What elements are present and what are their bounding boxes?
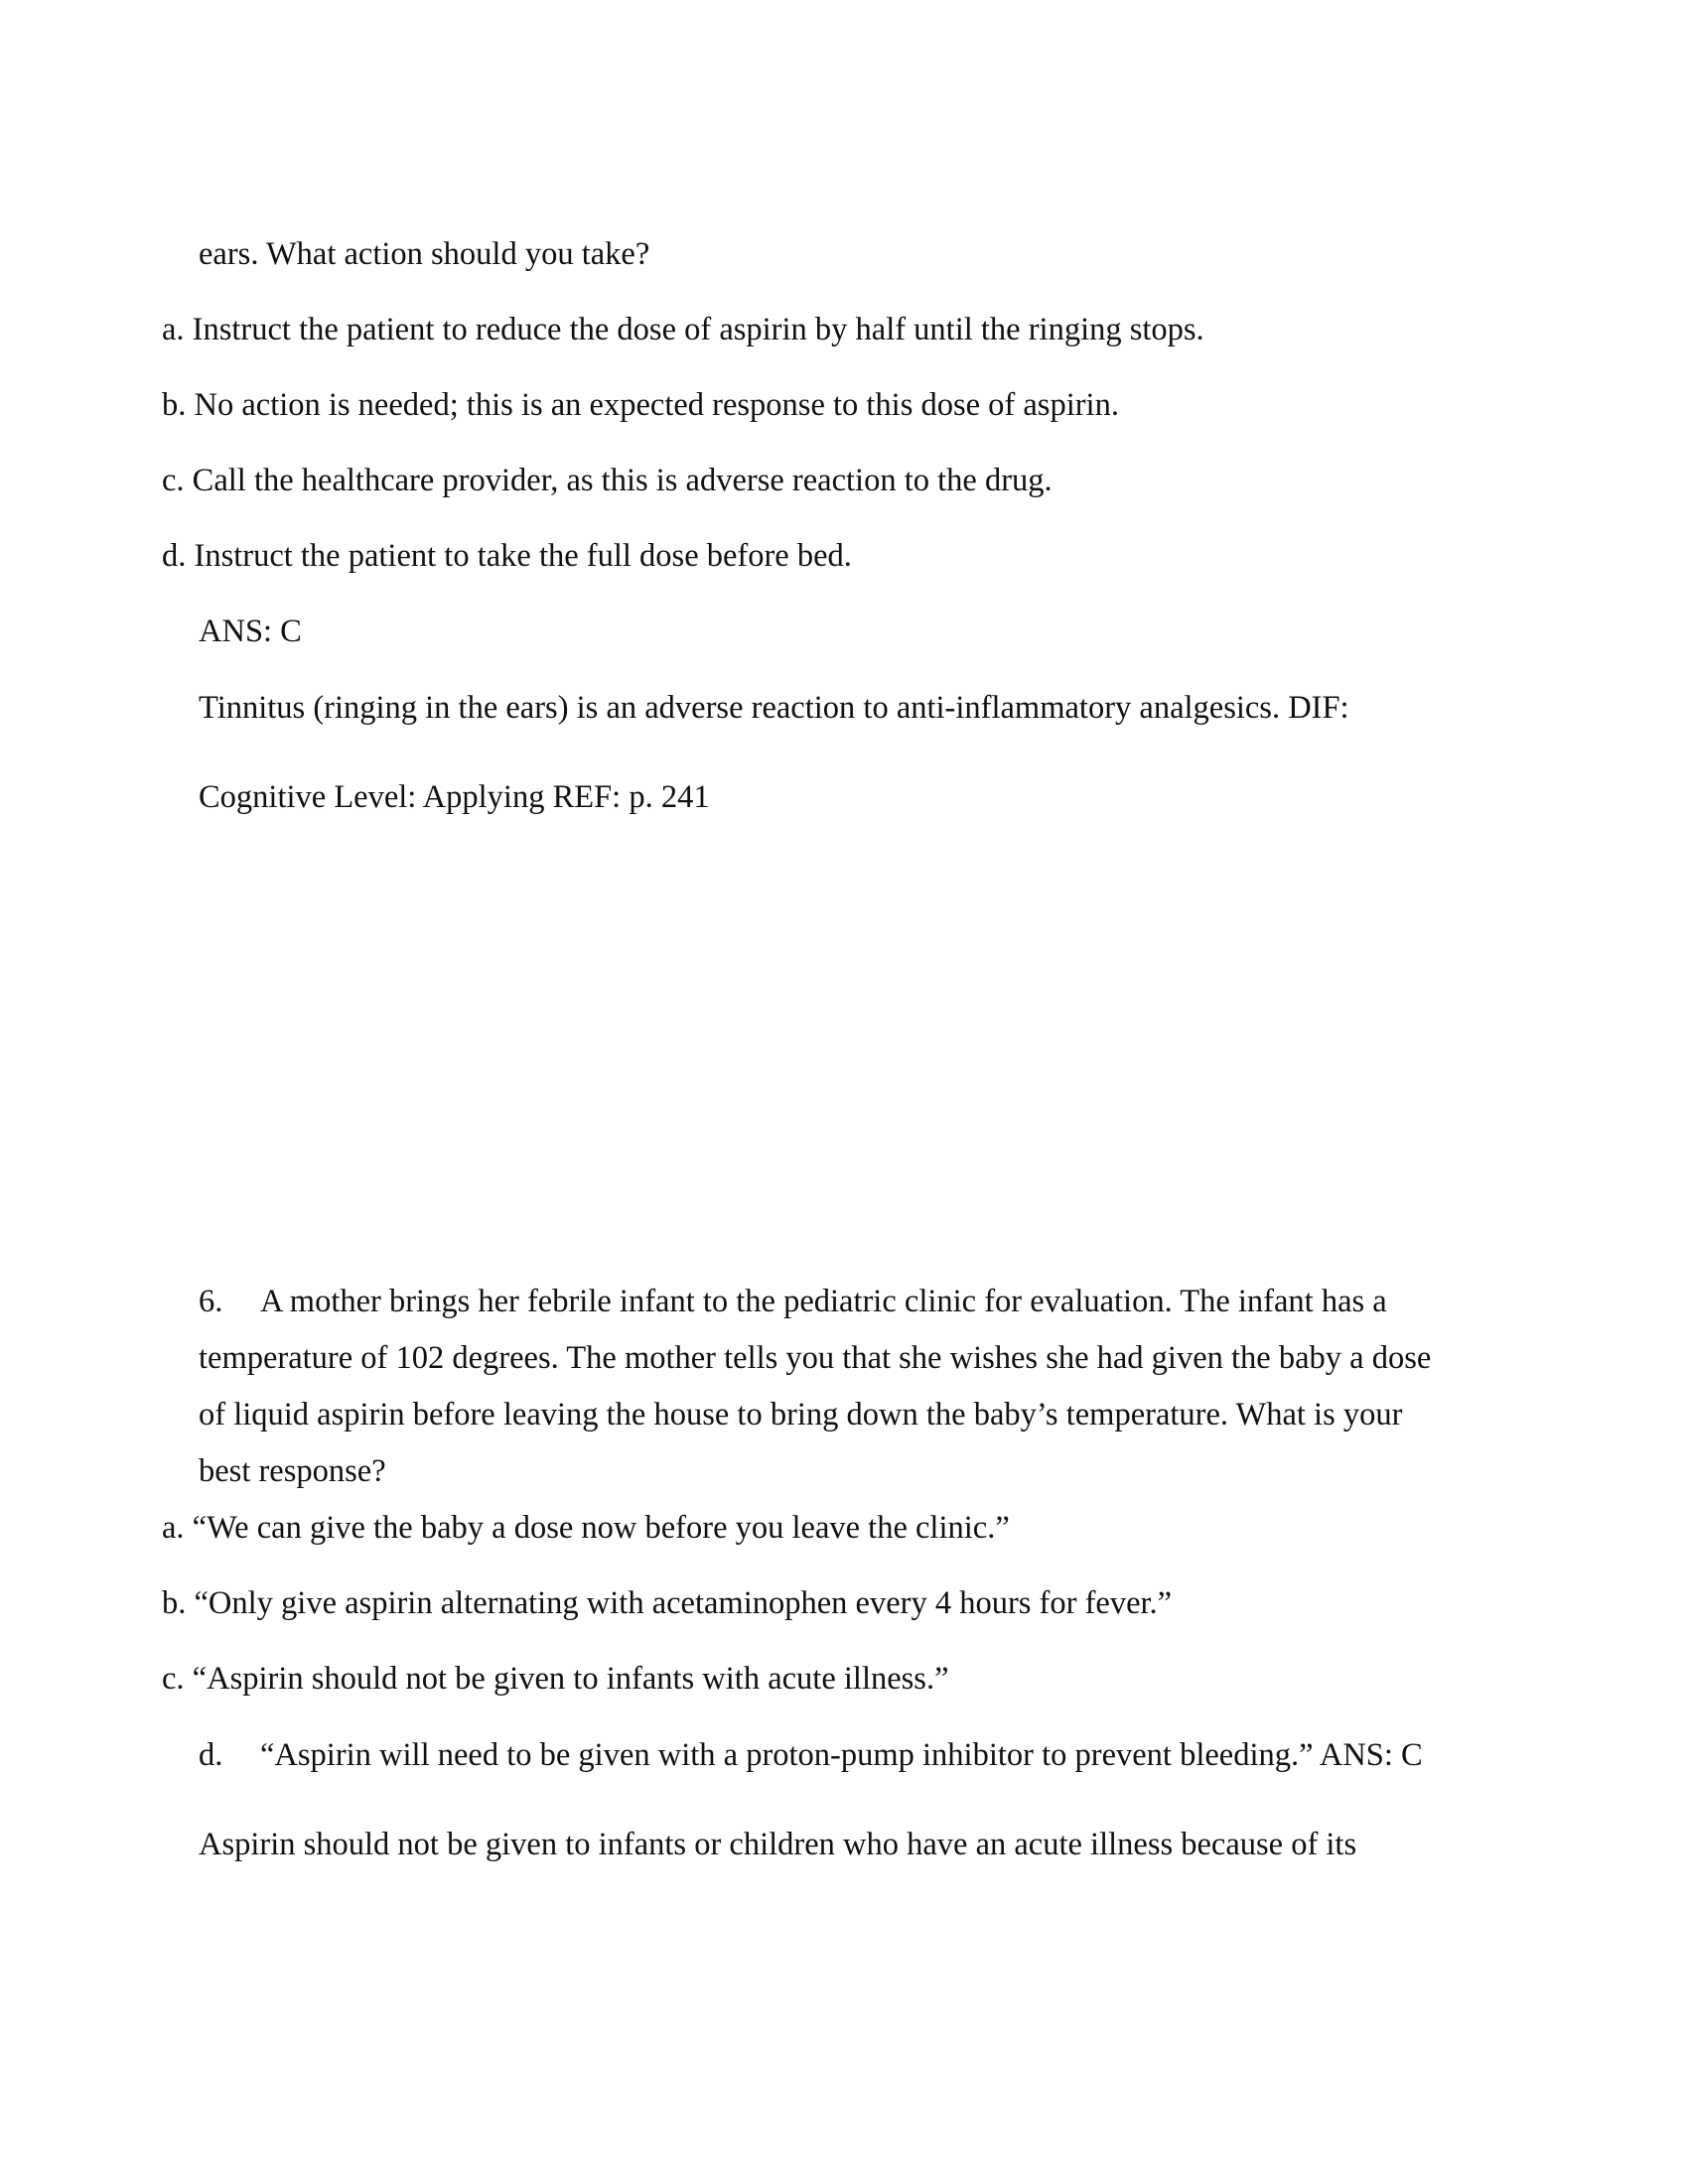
q6-rationale: Aspirin should not be given to infants or children who have an acute illness because of its <box>199 1827 1357 1862</box>
q6-stem-line-4: best response? <box>199 1453 386 1489</box>
q5-answer: ANS: C <box>199 614 302 649</box>
q5-option-d: d. Instruct the patient to take the full dose before bed. <box>162 538 852 574</box>
q6-stem-line-2: temperature of 102 degrees. The mother tells you that she wishes she had given the baby a dose <box>199 1340 1432 1376</box>
q6-stem-line-3: of liquid aspirin before leaving the house to bring down the baby’s temperature. What is your <box>199 1397 1403 1433</box>
q5-option-c: c. Call the healthcare provider, as this is adverse reaction to the drug. <box>162 463 1053 498</box>
q5-option-b: b. No action is needed; this is an expected response to this dose of aspirin. <box>162 387 1119 423</box>
q6-option-a: a. “We can give the baby a dose now before you leave the clinic.” <box>162 1510 1010 1546</box>
q6-option-d-text: “Aspirin will need to be given with a proton-pump inhibitor to prevent bleeding.” ANS: C <box>260 1737 1423 1773</box>
q6-option-d-letter: d. <box>199 1737 223 1773</box>
q5-rationale-line-2: Cognitive Level: Applying REF: p. 241 <box>199 779 710 815</box>
q5-option-a: a. Instruct the patient to reduce the dose of aspirin by half until the ringing stops. <box>162 312 1204 347</box>
q6-option-b: b. “Only give aspirin alternating with acetaminophen every 4 hours for fever.” <box>162 1585 1173 1621</box>
q6-number: 6. <box>199 1284 223 1319</box>
q6-option-c: c. “Aspirin should not be given to infants with acute illness.” <box>162 1661 949 1697</box>
q5-stem-tail: ears. What action should you take? <box>199 236 650 272</box>
q6-stem-text-1: A mother brings her febrile infant to the pediatric clinic for evaluation. The infant has a <box>260 1284 1387 1319</box>
q5-rationale-line-1: Tinnitus (ringing in the ears) is an adverse reaction to anti-inflammatory analgesics. DIF: <box>199 690 1349 726</box>
